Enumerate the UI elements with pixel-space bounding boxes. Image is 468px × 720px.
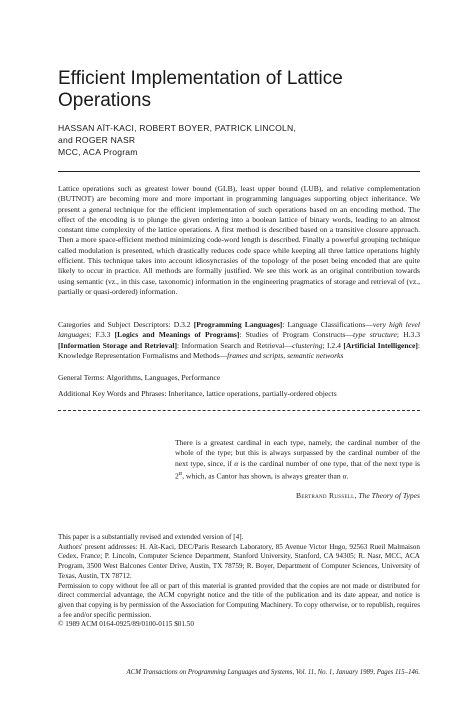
category-desc: : Information Search and Retrieval— xyxy=(177,340,293,350)
header-rule xyxy=(58,171,420,172)
epigraph-text: There is a greatest cardinal in each type, namely, the cardinal number of the whole of the type; but this is always surpassed by the cardinal number of the next type, since, if xyxy=(175,438,420,468)
alpha-symbol: α xyxy=(178,469,183,477)
alpha-symbol: α xyxy=(234,458,239,468)
epigraph-quote xyxy=(175,438,420,482)
abstract: Lattice operations such as greatest lower bound (GLB), least upper bound (LUB), and relative complementation (BUTNOT) are becoming more and more important in programming languages supporting object inheritance. We present a general technique for the efficient implementation of such operations based on an encoding method. The effect of the encoding is to plunge the given ordering into a boolean lattice of binary words, leading to an almost constant time complexity of the lattice operations. A first method is described based on a transitive closure approach. Then a more space-efficient method minimizing code-word length is described. Finally a powerful grouping technique called modulation is presented, which drastically reduces code space while keeping all three lattice operations highly efficient. This technique takes into account idiosyncrasies of the topology of the poset being encoded that are quite likely to occur in practice. All methods are formally justified. We see this work as an original contribution towards using semantic (vz., in this case, taxonomic) information in the engineering pragmatics of storage and retrieval of (vz., partially or quasi-ordered) information. xyxy=(58,184,420,296)
key-words: Additional Key Words and Phrases: Inheritance, lattice operations, partially-ordered objects xyxy=(58,389,337,398)
paper-title: Efficient Implementation of Lattice Operations xyxy=(58,68,343,111)
category-code: ; H.3.3 xyxy=(396,330,421,340)
category-sub: type structure xyxy=(352,330,397,340)
section-divider xyxy=(58,410,420,411)
category-sub: very high level languages xyxy=(58,320,420,340)
category-desc: : Language Classifications— xyxy=(282,320,373,329)
affiliation: MCC, ACA Program xyxy=(58,147,138,157)
epigraph-attribution: Bertrand Russell, The Theory of Types xyxy=(296,491,420,500)
footnote-revised: This paper is a substantially revised and extended version of [4]. xyxy=(58,533,244,541)
author-block xyxy=(58,122,418,158)
footnote-addresses: Authors' present addresses: H. Aït-Kaci, DEC/Paris Research Laboratory, 85 Avenue Victor Hugo, 92563 Rueil Malmaison Cedex, France; P. Lincoln, Computer Science Department, Stanford University, Stanford, CA 94305; R. Nasr, MCC, ACA Program, 3500 West Balcones Center Drive, Austin, TX 78759; R. Boyer, Department of Computer Sciences, University of Texas, Austin, TX 78712. xyxy=(58,542,420,580)
epigraph-text: . xyxy=(346,471,349,481)
footnote-permission: Permission to copy without fee all or part of this material is granted provided that the copies are not made or distributed for direct commercial advantage, the ACM copyright notice and the title of the publication and its date appear, and notice is given that copying is by permission of the Association for Computing Machinery. To copy otherwise, or to republish, requires a fee and/or specific permission. xyxy=(58,581,420,619)
journal-citation: ACM Transactions on Programming Languages and Systems, Vol. 11, No. 1, January 1989, Pages 115–146. xyxy=(126,669,420,676)
footnote-copyright: © 1989 ACM 0164-0925/89/0100-0115 $01.50 xyxy=(58,620,194,629)
category-code: ; I.2.4 xyxy=(322,340,341,350)
quote-author: Bertrand Russell xyxy=(296,491,355,500)
epigraph-text: , which, as Cantor has shown, is always greater than xyxy=(182,471,343,481)
category-desc: : Knowledge Representation Formalisms and Methods— xyxy=(58,340,420,360)
category-desc: : Studies of Program Constructs— xyxy=(239,330,353,340)
quote-work: The Theory of Types xyxy=(358,491,420,500)
category-sub: clustering xyxy=(292,340,323,350)
category-sub: frames and scripts, semantic networks xyxy=(227,350,344,360)
footnote-block xyxy=(58,533,420,630)
category-name: [Programming Languages] xyxy=(193,320,283,329)
general-terms: General Terms: Algorithms, Languages, Performance xyxy=(58,373,221,382)
category-name: [Artificial Intelligence] xyxy=(343,340,418,350)
category-code: ; F.3.3 xyxy=(89,330,111,340)
authors-line-2: and ROGER NASR xyxy=(58,135,136,145)
epigraph-text: is the cardinal number of one type, that of the next type is 2 xyxy=(175,458,421,481)
alpha-symbol: α xyxy=(342,471,347,481)
authors-line-1: HASSAN AÏT-KACI, ROBERT BOYER, PATRICK LINCOLN, xyxy=(58,123,296,133)
categories-lead: Categories and Subject Descriptors: D.3.2 xyxy=(58,320,191,329)
category-name: [Information Storage and Retrieval] xyxy=(58,340,178,350)
category-name: [Logics and Meanings of Programs] xyxy=(114,330,240,340)
subject-descriptors xyxy=(58,320,420,361)
